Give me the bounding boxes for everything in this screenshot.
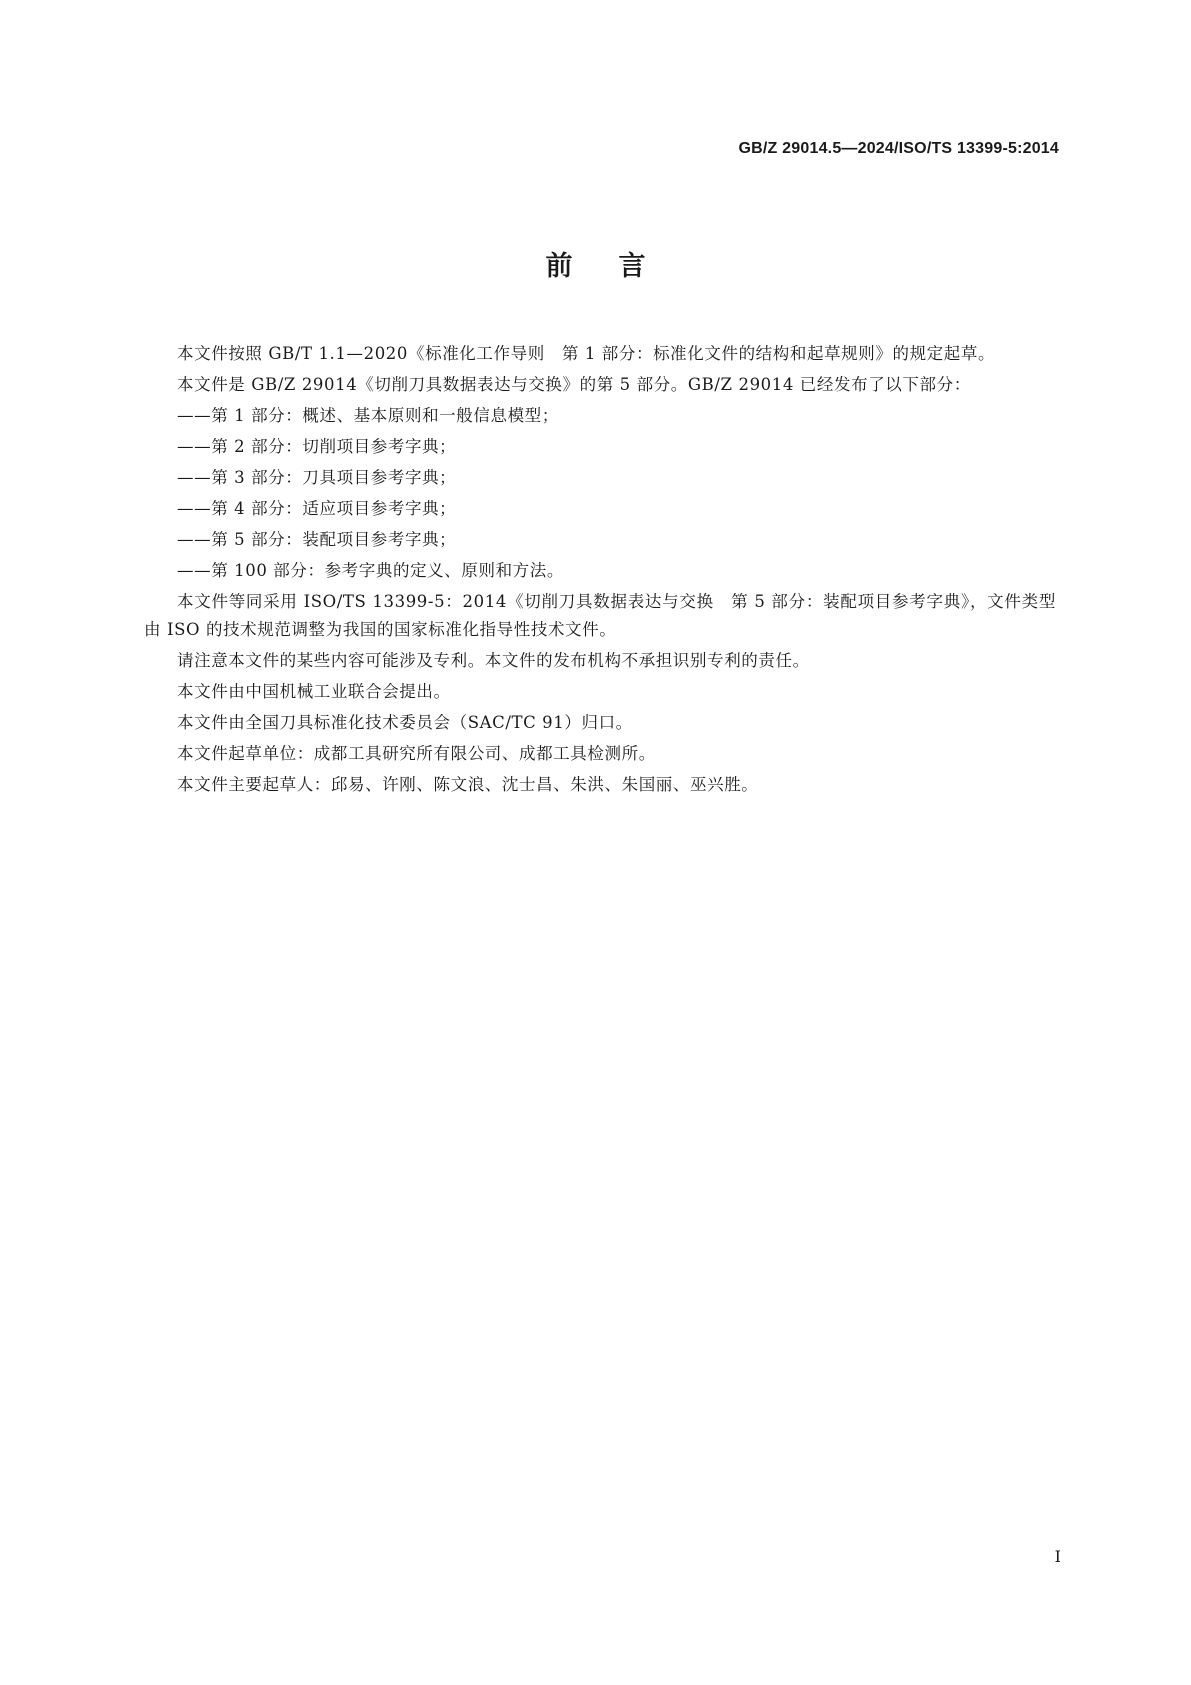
list-item-part-4: ——第 4 部分：适应项目参考字典； (177, 499, 457, 518)
list-item-part-100: ——第 100 部分：参考字典的定义、原则和方法。 (177, 561, 564, 580)
paragraph-adoption: 本文件等同采用 ISO/TS 13399-5：2014《切削刀具数据表达与交换 第 5 部分：装配项目参考字典》，文件类型由 ISO 的技术规范调整为我国的国家标准化指导性技术文件。 (144, 592, 1056, 639)
paragraph-patent-notice: 请注意本文件的某些内容可能涉及专利。本文件的发布机构不承担识别专利的责任。 (177, 651, 810, 670)
paragraph-proposer: 本文件由中国机械工业联合会提出。 (177, 682, 451, 701)
paragraph-drafting-rules: 本文件按照 GB/T 1.1—2020《标准化工作导则 第 1 部分：标准化文件的结构和起草规则》的规定起草。 (177, 344, 996, 363)
page-number: I (1054, 1547, 1061, 1566)
list-item-part-1: ——第 1 部分：概述、基本原则和一般信息模型； (177, 406, 559, 425)
list-item-part-5: ——第 5 部分：装配项目参考字典； (177, 530, 457, 549)
list-item-part-3: ——第 3 部分：刀具项目参考字典； (177, 468, 457, 487)
list-item-part-2: ——第 2 部分：切削项目参考字典； (177, 437, 457, 456)
document-code: GB/Z 29014.5—2024/ISO/TS 13399-5:2014 (738, 140, 1059, 157)
foreword-body (144, 340, 1056, 802)
paragraph-drafters: 本文件主要起草人：邱易、许刚、陈文浪、沈士昌、朱洪、朱国丽、巫兴胜。 (177, 775, 759, 794)
paragraph-drafting-units: 本文件起草单位：成都工具研究所有限公司、成都工具检测所。 (177, 744, 656, 763)
paragraph-series-intro: 本文件是 GB/Z 29014《切削刀具数据表达与交换》的第 5 部分。GB/Z 29014 已经发布了以下部分： (177, 375, 971, 394)
paragraph-committee: 本文件由全国刀具标准化技术委员会（SAC/TC 91）归口。 (177, 713, 633, 732)
page-title: 前言 (545, 251, 692, 282)
